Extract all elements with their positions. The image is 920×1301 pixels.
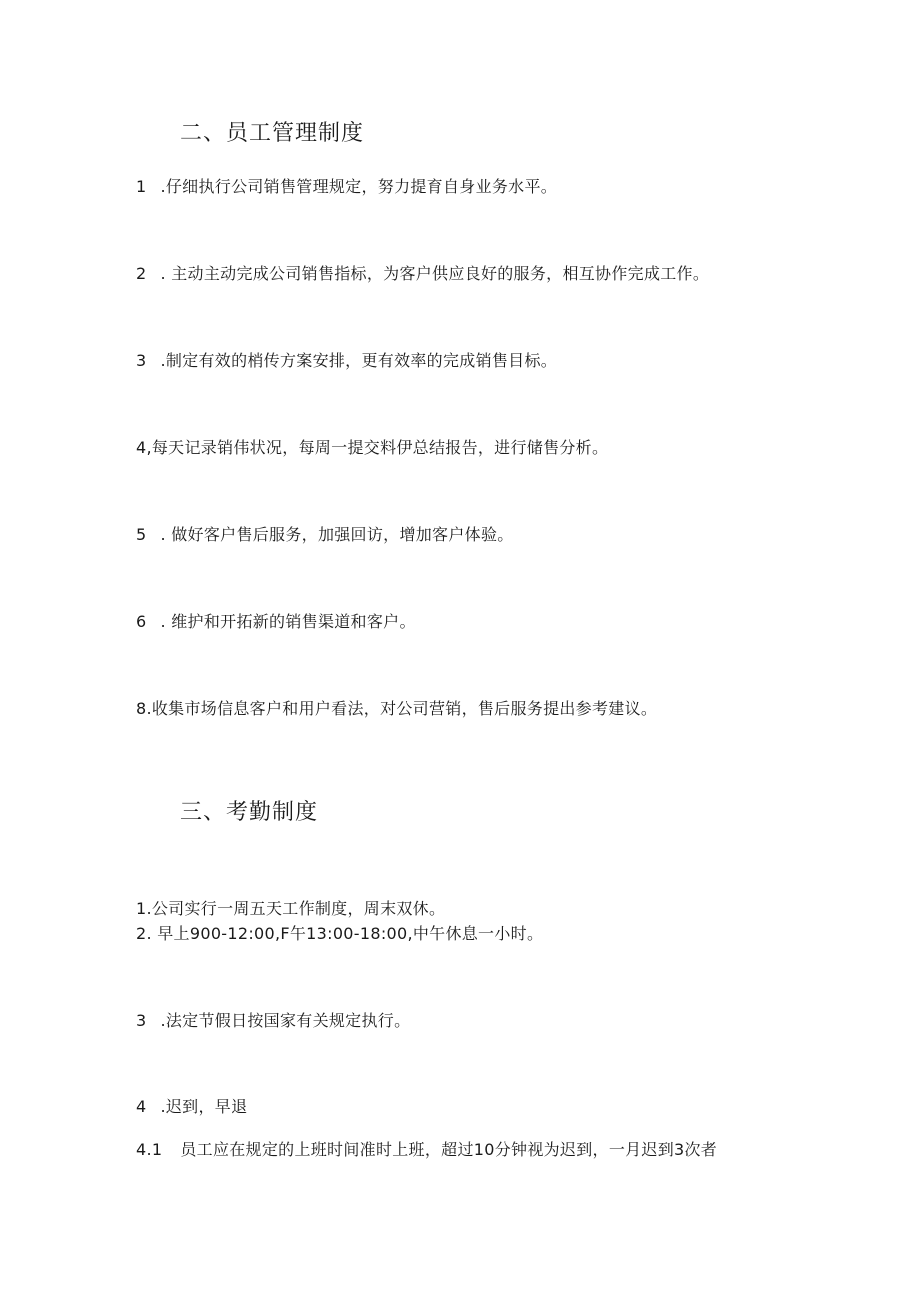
item-number: 3	[136, 351, 147, 370]
list-item	[136, 348, 557, 371]
list-item	[136, 435, 608, 458]
item-number: 1.	[136, 899, 152, 918]
list-item	[136, 174, 557, 197]
item-text: .制定有效的梢传方案安排，更有效率的完成销售目标。	[160, 351, 558, 370]
list-item	[136, 1008, 410, 1031]
item-text: 早上900-12:00,F午13:00-18:00,中午休息一小时。	[151, 924, 544, 943]
item-number: 1	[136, 177, 147, 196]
item-number: 4,	[136, 438, 152, 457]
section-heading-attendance: 三、考勤制度	[180, 800, 319, 825]
list-item	[136, 1094, 247, 1117]
list-item	[136, 261, 709, 284]
item-number: 8.	[136, 699, 152, 718]
item-text: . 做好客户售后服务，加强回访，增加客户体验。	[160, 525, 514, 544]
section-heading-staff-management: 二、员工管理制度	[180, 121, 365, 146]
item-number: 3	[136, 1011, 147, 1030]
list-item	[136, 696, 657, 719]
item-text: . 主动主动完成公司销售指标，为客户供应良好的服务，相互协作完成工作。	[160, 264, 710, 283]
item-number: 2.	[136, 924, 152, 943]
item-text: 员工应在规定的上班时间准时上班，超过10分钟视为迟到，一月迟到3次者	[180, 1140, 718, 1159]
item-number: 4.1	[136, 1140, 163, 1159]
list-item	[136, 1137, 717, 1160]
item-text: 收集市场信息客户和用户看法，对公司营销，售后服务提出参考建议。	[151, 699, 658, 718]
list-item	[136, 609, 416, 632]
item-text: 公司实行一周五天工作制度，周末双休。	[151, 899, 446, 918]
list-item	[136, 921, 543, 944]
item-number: 2	[136, 264, 147, 283]
item-text: . 维护和开拓新的销售渠道和客户。	[160, 612, 416, 631]
item-text: 每天记录销伟状况，每周一提交料伊总结报告，进行储售分析。	[151, 438, 609, 457]
list-item	[136, 522, 514, 545]
item-text: .法定节假日按国家有关规定执行。	[160, 1011, 411, 1030]
item-number: 4	[136, 1097, 147, 1116]
item-number: 5	[136, 525, 147, 544]
item-number: 6	[136, 612, 147, 631]
item-text: .仔细执行公司销售管理规定，努力提育自身业务水平。	[160, 177, 558, 196]
item-text: .迟到，早退	[160, 1097, 248, 1116]
list-item	[136, 896, 445, 919]
